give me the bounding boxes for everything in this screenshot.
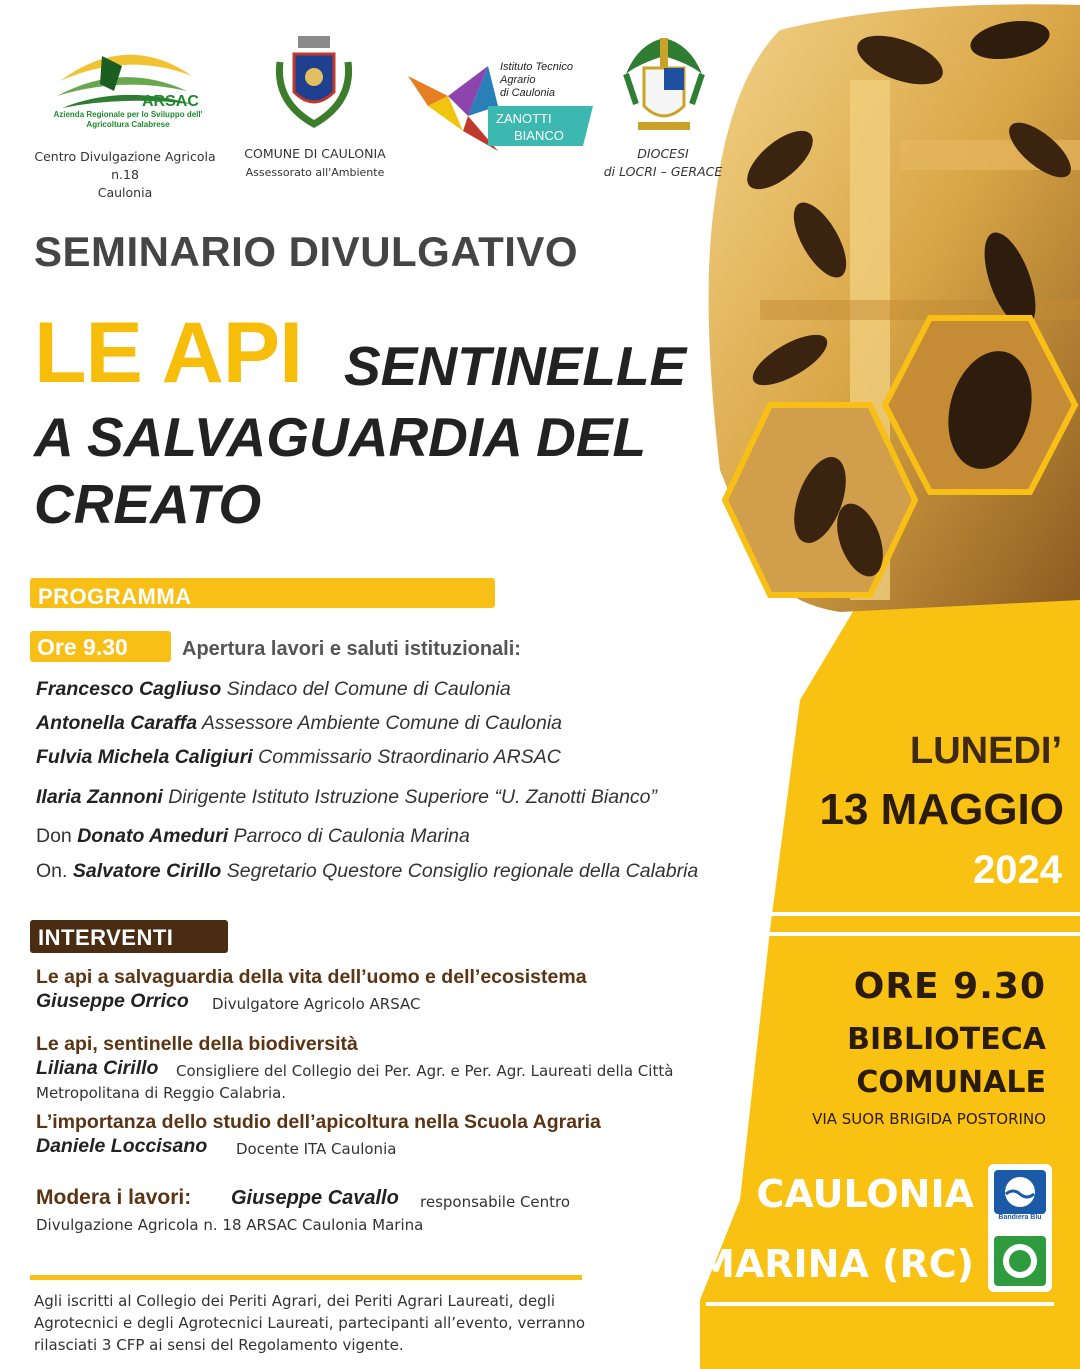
comune-caption: COMUNE DI CAULONIA Assessorato all'Ambiente <box>244 146 386 179</box>
title-sentinelle: SENTINELLE <box>344 335 687 397</box>
green-eco-icon <box>994 1236 1046 1286</box>
talk-speaker: Liliana Cirillo <box>36 1057 159 1079</box>
opening-text: Apertura lavori e saluti istituzionali: <box>182 638 521 660</box>
svg-text:Agrario: Agrario <box>500 74 536 86</box>
panel-divider <box>706 1302 1054 1306</box>
interventi-label: INTERVENTI <box>38 925 174 950</box>
svg-text:BIANCO: BIANCO <box>514 128 564 143</box>
moderator-role: responsabile Centro <box>420 1193 571 1211</box>
svg-text:di Caulonia: di Caulonia <box>500 87 556 99</box>
speaker-row: Ilaria Zannoni Dirigente Istituto Istruzione Superiore “U. Zanotti Bianco” <box>36 786 658 808</box>
moderator-name: Giuseppe Cavallo <box>231 1187 399 1209</box>
event-date: 13 MAGGIO <box>819 785 1064 834</box>
talk-speaker: Daniele Loccisano <box>36 1135 208 1157</box>
talk-topic: Le api, sentinelle della biodiversità <box>36 1033 358 1055</box>
speaker-row: Antonella Caraffa Assessore Ambiente Comune di Caulonia <box>36 712 563 734</box>
speaker-row: On. Salvatore Cirillo Segretario Questore Consiglio regionale della Calabria <box>36 860 699 882</box>
programma-label: PROGRAMMA <box>38 584 192 609</box>
talk-speaker-role-cont: Metropolitana di Reggio Calabria. <box>36 1084 287 1102</box>
diocesi-coat-of-arms <box>618 34 710 138</box>
event-city-line1: CAULONIA <box>756 1172 974 1216</box>
event-year: 2024 <box>973 848 1062 892</box>
time-badge-label: Ore 9.30 <box>37 634 128 660</box>
blue-flag-label: Bandiera Blu <box>998 1214 1042 1221</box>
talk-speaker-role: Docente ITA Caulonia <box>236 1140 397 1158</box>
speaker-row: Francesco Cagliuso Sindaco del Comune di Caulonia <box>36 678 511 700</box>
talk-topic: L’importanza dello studio dell’apicoltura nella Scuola Agraria <box>36 1111 601 1133</box>
moderator-label: Modera i lavori: <box>36 1186 192 1209</box>
talk-speaker-role: Divulgatore Agricolo ARSAC <box>212 995 421 1013</box>
talk-topic: Le api a salvaguardia della vita dell’uomo e dell’ecosistema <box>36 966 587 988</box>
event-street: VIA SUOR BRIGIDA POSTORINO <box>812 1110 1046 1128</box>
event-time: ORE 9.30 <box>853 966 1046 1007</box>
event-day: LUNEDI’ <box>910 730 1062 772</box>
svg-text:ZANOTTI: ZANOTTI <box>496 111 552 126</box>
footnote-text: Agli iscritti al Collegio dei Periti Agrari, dei Periti Agrari Laureati, degli Agrotecnici e degli Agrotecnici Laureati, partecipanti all’evento, verranno rilasciati 3 CFP ai sensi del Regolamento vigente. <box>34 1292 586 1354</box>
panel-divider <box>770 912 1080 916</box>
moderator-role-cont: Divulgazione Agricola n. 18 ARSAC Caulonia Marina <box>36 1216 424 1234</box>
arsac-caption: Centro Divulgazione Agricola n.18 Caulonia <box>34 149 216 200</box>
speaker-row: Don Donato Ameduri Parroco di Caulonia Marina <box>36 825 470 847</box>
diocesi-caption: DIOCESI di LOCRI – GERACE <box>603 146 723 179</box>
arsac-tagline: Azienda Regionale per lo Sviluppo dell' Agricoltura Calabrese <box>53 110 203 129</box>
event-venue-line2: COMUNALE <box>856 1065 1046 1100</box>
talk-speaker: Giuseppe Orrico <box>36 990 189 1012</box>
event-venue-line1: BIBLIOTECA <box>847 1022 1046 1057</box>
title-le-api: LE API <box>34 305 302 401</box>
arsac-wordmark: ARSAC <box>142 93 199 110</box>
talk-speaker-role: Consigliere del Collegio dei Per. Agr. e Per. Agr. Laureati della Città <box>176 1062 674 1080</box>
seminar-heading: SEMINARIO DIVULGATIVO <box>34 228 579 275</box>
ita-zanotti-logo <box>408 56 598 156</box>
title-line-2: A SALVAGUARDIA DEL <box>34 406 647 468</box>
svg-text:Istituto Tecnico: Istituto Tecnico <box>500 61 573 73</box>
event-city-line2: MARINA (RC) <box>697 1242 974 1286</box>
panel-divider <box>740 932 1080 936</box>
title-line-3: CREATO <box>34 473 262 535</box>
comune-crest-logo <box>270 32 358 132</box>
blue-flag-icon <box>994 1170 1046 1214</box>
speaker-row: Fulvia Michela Caligiuri Commissario Straordinario ARSAC <box>36 746 561 768</box>
footnote-divider <box>30 1275 582 1280</box>
